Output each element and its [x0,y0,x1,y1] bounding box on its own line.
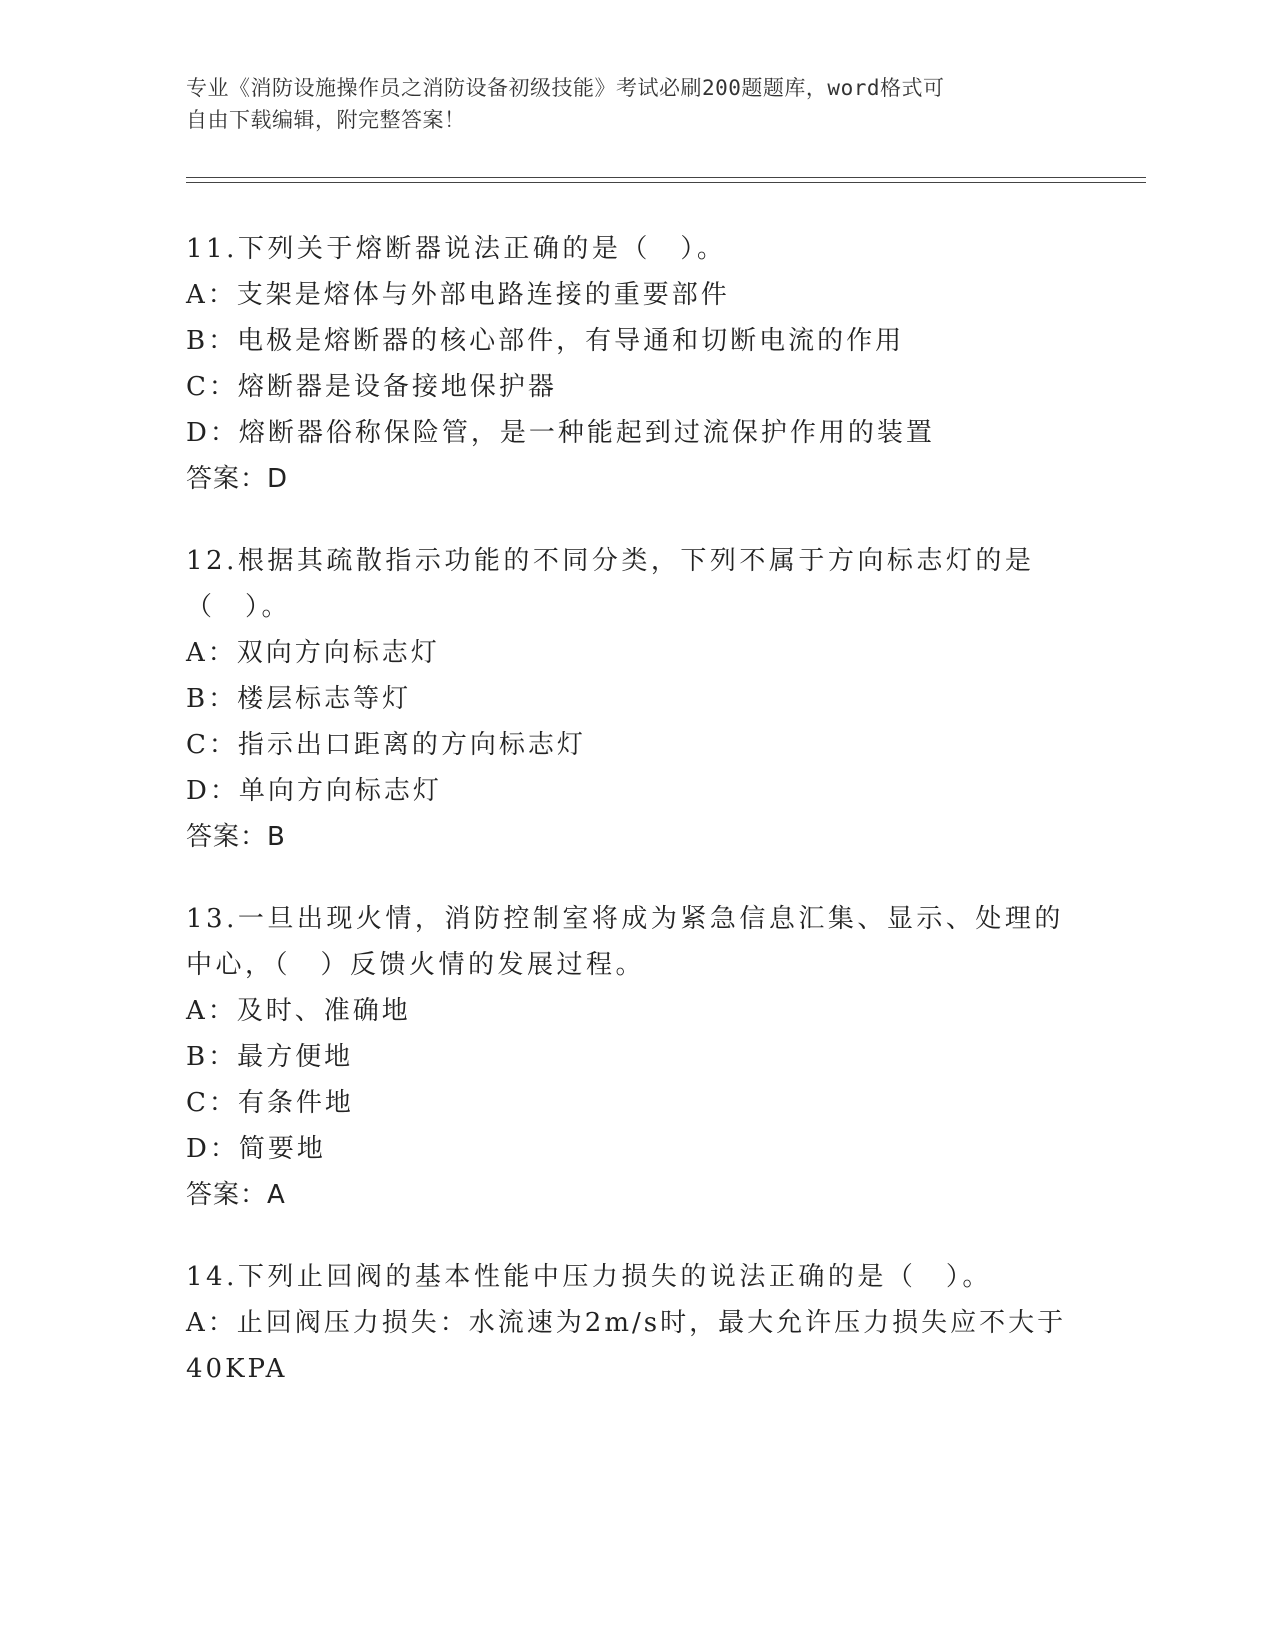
answer-label: 答案：A [186,1180,286,1210]
header-line-1: 专业《消防设施操作员之消防设备初级技能》考试必刷200题题库，word格式可 [186,76,945,100]
option-c: C：指示出口距离的方向标志灯 [186,730,586,760]
option-a: A：止回阀压力损失：水流速为2m/s时，最大允许压力损失应不大于40KPA [186,1308,1067,1384]
question-text: 13.一旦出现火情，消防控制室将成为紧急信息汇集、显示、处理的中心，（ ）反馈火情的发展过程。 [186,904,1064,980]
option-a: A：双向方向标志灯 [186,638,440,668]
option-d: D：单向方向标志灯 [186,776,442,806]
option-b: B：最方便地 [186,1042,354,1072]
question-13 [186,896,1086,1218]
question-text: 12.根据其疏散指示功能的不同分类，下列不属于方向标志灯的是（ ）。 [186,546,1035,622]
option-a: A：及时、准确地 [186,996,411,1026]
option-c: C：熔断器是设备接地保护器 [186,372,557,402]
question-list [186,226,1086,1428]
header-divider-top [186,177,1146,178]
option-a: A：支架是熔体与外部电路连接的重要部件 [186,280,730,310]
option-c: C：有条件地 [186,1088,354,1118]
question-text: 14.下列止回阀的基本性能中压力损失的说法正确的是（ ）。 [186,1262,992,1292]
option-d: D：简要地 [186,1134,326,1164]
question-11 [186,226,1086,502]
answer-label: 答案：B [186,822,286,852]
question-text: 11.下列关于熔断器说法正确的是（ ）。 [186,234,727,264]
document-header [186,72,1066,136]
header-divider-bottom [186,182,1146,183]
option-b: B：楼层标志等灯 [186,684,412,714]
option-d: D：熔断器俗称保险管，是一种能起到过流保护作用的装置 [186,418,935,448]
option-b: B：电极是熔断器的核心部件，有导通和切断电流的作用 [186,326,905,356]
answer-label: 答案：D [186,464,289,494]
header-line-2: 自由下载编辑，附完整答案！ [186,108,466,132]
question-14 [186,1254,1086,1392]
question-12 [186,538,1086,860]
